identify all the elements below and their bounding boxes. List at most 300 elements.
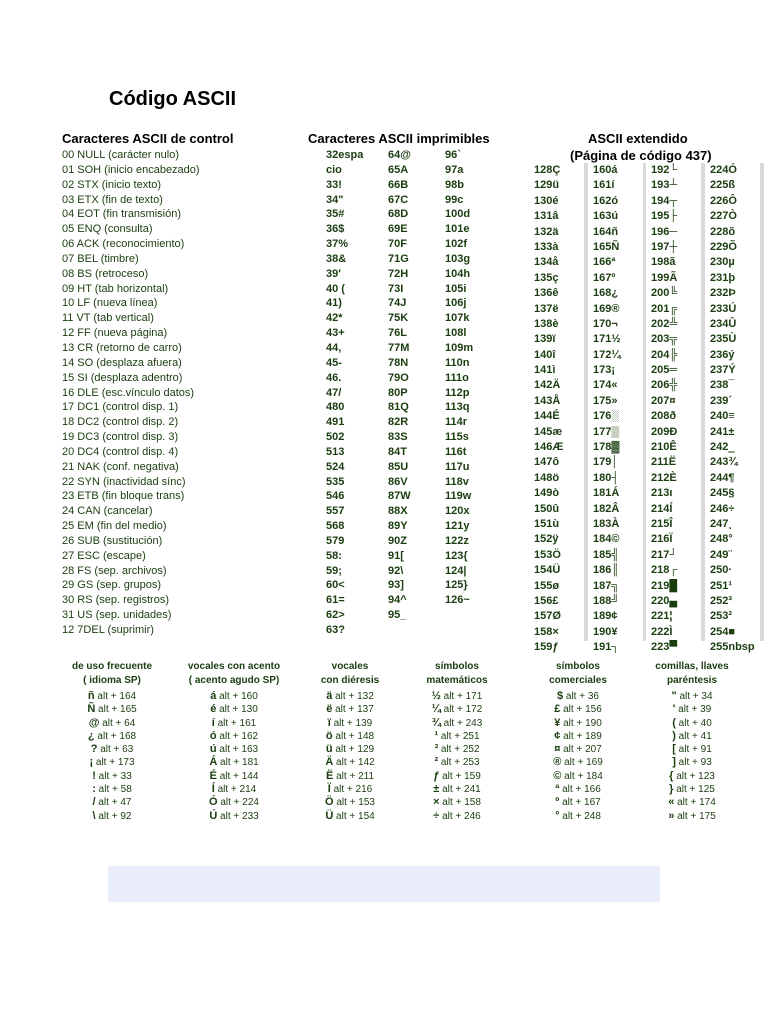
printable-cell: 38& [326,252,347,265]
shortcut-code: alt + 139 [330,717,373,729]
shortcut-row [52,730,172,743]
shortcut-char: Ü [325,809,334,822]
printable-cell: 69E [388,223,408,236]
shortcut-row [52,717,172,730]
shortcut-row [632,770,752,783]
extended-cell: 245§ [710,487,735,500]
extended-cell: 202╩ [651,317,678,330]
extended-cell: 212È [651,471,677,484]
control-row: 21 NAK (conf. negativa) [62,460,179,473]
extended-cell: 206╬ [651,379,678,392]
extended-cell: 216Ï [651,533,673,546]
printable-cell: 85U [388,460,409,473]
shortcut-row [174,743,294,756]
printable-row [312,326,512,341]
shortcut-row [290,690,410,703]
printable-cell: 74J [388,297,407,310]
extended-cell: 223▀ [651,641,678,654]
printable-row [312,564,512,579]
extended-cell: 225ß [710,179,736,192]
printable-row [312,386,512,401]
extended-cell: 214Í [651,502,673,515]
shortcut-char: © [553,769,562,782]
printable-cell: 70F [388,238,407,251]
shortcut-heading-line: comerciales [549,675,607,686]
control-row: 26 SUB (sustitución) [62,534,163,547]
printable-cell: 91[ [388,549,404,562]
extended-cell: 178▓ [593,441,620,454]
shortcut-code: alt + 130 [216,704,258,716]
shortcut-char: ó [209,729,217,742]
printable-row [312,534,512,549]
shortcut-char: É [209,769,217,782]
shortcut-code: alt + 174 [674,797,716,809]
printable-cell: 84T [388,445,407,458]
printable-cell: 121y [445,520,470,533]
printable-cell: 96` [445,149,461,161]
shortcut-char: $ [557,690,564,702]
shortcut-char: × [433,796,440,809]
control-row: 31 US (sep. unidades) [62,609,172,622]
shortcut-code: alt + 216 [330,784,373,796]
control-row: 19 DC3 (control disp. 3) [62,431,179,444]
printable-row [312,623,512,638]
printable-cell: 76L [388,327,407,340]
extended-cell: 179│ [593,456,619,469]
printable-row [312,296,512,311]
shortcut-code: alt + 166 [559,784,601,796]
printable-cell: 116t [445,445,467,458]
shortcut-list [174,690,294,823]
extended-cell: 255nbsp [710,641,755,654]
shortcut-code: alt + 233 [217,810,259,822]
shortcut-code: alt + 93 [675,757,712,769]
shortcut-char: Ñ [87,703,96,716]
extended-cell: 166ª [593,256,616,269]
printable-row [312,430,512,445]
printable-cell: 112p [445,386,470,399]
extended-cell: 222Ì [651,625,673,638]
printable-cell: 72H [388,267,409,280]
control-row: 12 7DEL (suprimir) [62,624,154,636]
shortcut-code: alt + 137 [332,704,374,716]
printable-cell: 118v [445,475,469,488]
shortcut-char: ü [325,743,333,756]
extended-cell: 224Ó [710,164,737,176]
shortcut-row [632,796,752,809]
shortcut-code: alt + 154 [333,810,375,822]
printable-cell: 59; [326,564,342,577]
shortcut-code: alt + 167 [559,797,601,809]
shortcut-char: Ö [325,796,334,809]
shortcut-row [174,770,294,783]
shortcut-char: ÷ [433,809,440,822]
printable-cell: 45- [326,356,342,369]
printable-cell: 46. [326,371,342,384]
shortcut-code: alt + 163 [216,744,259,756]
extended-cell: 247¸ [710,517,733,530]
extended-cell: 180┤ [593,471,620,484]
extended-cell: 201╔ [651,302,678,315]
shortcut-char: @ [88,716,100,729]
printable-cell: 65A [388,163,409,176]
shortcut-code: alt + 64 [99,717,136,729]
shortcut-code: alt + 243 [440,717,483,729]
extended-cell: 220▄ [651,594,678,607]
printable-cell: 100d [445,208,471,221]
shortcut-code: alt + 63 [97,744,134,756]
extended-cell: 150û [534,502,560,515]
shortcut-list [52,690,172,823]
printable-cell: 513 [326,445,345,458]
extended-column-3 [651,163,701,654]
extended-cell: 156£ [534,594,559,607]
shortcut-char: ! [92,769,96,782]
shortcut-code: alt + 39 [675,704,712,716]
printable-cell: 47/ [326,386,342,399]
printable-cell: 535 [326,475,345,488]
extended-cell: 232Þ [710,287,736,300]
shortcut-code: alt + 159 [439,770,481,782]
shortcut-code: alt + 172 [440,704,483,716]
extended-cell: 254■ [710,625,735,638]
extended-cell: 189¢ [593,610,618,623]
printable-cell: 97a [445,163,464,176]
extended-cell: 185╣ [593,548,620,561]
extended-cell: 184© [593,533,620,546]
shortcut-char: ï [327,716,331,729]
printable-cell: 88X [388,505,408,518]
shortcut-char: : [92,783,96,796]
shortcut-code: alt + 251 [438,730,480,742]
shortcut-row [632,756,752,769]
shortcut-code: alt + 184 [561,770,603,782]
printable-cell: 115s [445,431,469,444]
printable-cell: 60< [326,579,345,592]
shortcut-char: ª [555,783,560,796]
shortcut-row [52,743,172,756]
printable-cell: 502 [326,431,345,444]
control-row: 27 ESC (escape) [62,549,146,562]
shortcut-row [174,703,294,716]
shortcut-code: alt + 156 [560,704,602,716]
shortcut-row [632,717,752,730]
shortcut-code: alt + 129 [332,744,375,756]
shortcut-heading-line: ( acento agudo SP) [188,675,280,686]
printable-row [312,504,512,519]
extended-cell: 213ı [651,487,673,500]
control-row: 13 CR (retorno de carro) [62,341,182,354]
printable-cell: 105i [445,282,467,295]
printable-cell: 71G [388,252,409,265]
extended-subheading: (Página de código 437) [570,148,712,163]
extended-cell: 200╚ [651,287,678,300]
printable-row [312,475,512,490]
extended-cell: 227Ò [710,210,737,223]
control-row: 29 GS (sep. grupos) [62,579,162,592]
extended-cell: 238¯ [710,379,735,392]
control-row: 04 EOT (fin transmisión) [62,208,182,221]
extended-cell: 132ä [534,225,559,238]
extended-cell: 191┐ [593,641,620,654]
shortcut-char: ä [326,690,333,702]
shortcut-list [290,690,410,823]
shortcut-row [518,690,638,703]
printable-cell: 99c [445,193,464,206]
shortcut-code: alt + 252 [438,744,480,756]
printable-cell: 63? [326,624,345,636]
printable-row [312,311,512,326]
extended-cell: 157Ø [534,610,561,623]
shortcut-row [52,783,172,796]
shortcut-row [632,743,752,756]
shortcut-code: alt + 207 [560,744,602,756]
printable-row [312,578,512,593]
printable-row [312,415,512,430]
shortcut-char: ] [672,756,676,769]
extended-cell: 186║ [593,564,620,577]
shortcut-row [52,770,172,783]
shortcut-row [518,796,638,809]
shortcut-char: ¹ [434,729,439,742]
shortcut-char: \ [92,809,96,822]
control-row: 24 CAN (cancelar) [62,505,153,518]
shortcut-row [397,783,517,796]
extended-cell: 196─ [651,225,678,238]
extended-cell: 177▒ [593,425,620,438]
shortcut-code: alt + 33 [95,770,132,782]
shortcut-row [290,810,410,823]
page-title: Código ASCII [109,88,237,110]
extended-cell: 168¿ [593,287,619,300]
printable-cell: 37% [326,238,349,251]
printable-cell: 58: [326,549,342,562]
shortcut-code: alt + 34 [676,691,713,702]
shortcut-char: Í [211,783,215,796]
extended-column-4 [710,163,760,654]
printable-cell: 98b [445,178,464,191]
control-row: 00 NULL (carácter nulo) [62,149,179,161]
shortcut-char: Ï [327,783,331,796]
extended-column-1 [534,163,584,654]
shortcut-char: ' [672,703,676,716]
extended-cell: 141ì [534,364,556,377]
extended-cell: 143Å [534,394,561,407]
printable-row [312,460,512,475]
shortcut-row [397,717,517,730]
extended-cell: 234Û [710,317,737,330]
shortcut-code: alt + 211 [333,770,375,782]
printable-row [312,608,512,623]
shortcut-code: alt + 171 [440,691,483,702]
printable-cell: 42* [326,312,343,325]
shortcut-group-heading [622,660,762,688]
extended-cell: 152ÿ [534,533,559,546]
extended-cell: 203╦ [651,333,678,346]
extended-cell: 197┼ [651,240,678,253]
shortcut-row [290,743,410,756]
control-row: 03 ETX (fin de texto) [62,193,163,206]
shortcut-code: alt + 144 [216,770,259,782]
extended-cell: 207¤ [651,394,676,407]
shortcut-row [518,810,638,823]
shortcut-char: ³ [434,743,439,756]
control-row: 14 SO (desplaza afuera) [62,356,182,369]
shortcut-heading-line: símbolos [435,661,479,672]
printable-row [312,163,512,178]
shortcut-code: alt + 123 [673,770,715,782]
shortcut-char: ƒ [433,769,440,782]
printable-cell: 94^ [388,594,407,607]
shortcut-list [397,690,517,823]
shortcut-row [397,796,517,809]
shortcut-code: alt + 41 [675,730,712,742]
shortcut-char: ¥ [554,716,561,729]
shortcut-row [52,690,172,703]
printable-cell: 524 [326,460,345,473]
extended-cell: 242‗ [710,441,735,454]
printable-cell: 82R [388,416,409,429]
extended-cell: 148ö [534,471,560,484]
extended-cell: 183À [593,517,620,530]
extended-column-2 [593,163,643,654]
control-row: 15 SI (desplaza adentro) [62,371,183,384]
control-row: 12 FF (nueva página) [62,327,168,340]
shortcut-code: alt + 58 [95,784,132,796]
control-row: 22 SYN (inactividad sínc) [62,475,186,488]
extended-cell: 140î [534,348,556,361]
extended-cell: 204╠ [651,348,678,361]
shortcut-code: alt + 175 [674,810,716,822]
shortcut-code: alt + 92 [95,810,132,822]
printable-cell: 87W [388,490,411,503]
control-row: 18 DC2 (control disp. 2) [62,416,179,429]
extended-cell: 236ý [710,348,735,361]
control-row: 17 DC1 (control disp. 1) [62,401,179,414]
control-row: 07 BEL (timbre) [62,252,139,265]
extended-cell: 252³ [710,594,733,607]
extended-cell: 181Á [593,487,620,500]
printable-row [312,489,512,504]
printable-row [312,222,512,237]
shortcut-row [632,690,752,703]
extended-cell: 129ü [534,179,560,192]
extended-cell: 233Ú [710,302,737,315]
shortcut-code: alt + 246 [439,810,481,822]
printable-cell: 32espa [326,149,364,161]
shortcut-char: « [668,796,675,809]
printable-row [312,549,512,564]
shortcut-code: alt + 253 [438,757,480,769]
shortcut-row [52,796,172,809]
shortcut-row [174,783,294,796]
extended-cell: 137ë [534,302,559,315]
shortcut-char: ( [672,716,676,729]
extended-cell: 241± [710,425,735,438]
shortcut-code: alt + 248 [559,810,601,822]
extended-cell: 211Ë [651,456,677,469]
shortcut-code: alt + 142 [333,757,375,769]
extended-cell: 153Ö [534,548,561,561]
extended-cell: 250· [710,564,733,577]
printable-cell: 106j [445,297,467,310]
shortcut-row [290,756,410,769]
shortcut-code: alt + 125 [673,784,715,796]
printable-cell: 68D [388,208,409,221]
shortcut-char: " [671,690,677,702]
printable-heading: Caracteres ASCII imprimibles [308,131,490,146]
shortcut-code: alt + 40 [675,717,712,729]
extended-cell: 173¡ [593,364,616,377]
printable-cell: 73I [388,282,404,295]
shortcut-char: é [210,703,217,716]
printable-cell: 35# [326,208,345,221]
control-row: 11 VT (tab vertical) [62,312,154,325]
printable-cell: 77M [388,341,410,354]
printable-cell: 114r [445,416,468,429]
shortcut-code: alt + 91 [675,744,712,756]
printable-row [312,178,512,193]
extended-cell: 176░ [593,410,620,423]
printable-cell: 78N [388,356,409,369]
shortcut-heading-line: paréntesis [666,675,718,686]
shortcut-code: alt + 153 [333,797,375,809]
extended-cell: 149ò [534,487,560,500]
empty-banner [108,866,660,902]
extended-cell: 237Ý [710,364,736,377]
extended-cell: 187╗ [593,579,620,592]
printable-cell: 44, [326,341,342,354]
shortcut-char: ¾ [431,716,441,729]
shortcut-code: alt + 47 [95,797,132,809]
shortcut-code: alt + 148 [332,730,375,742]
printable-row [312,267,512,282]
printable-row [312,282,512,297]
shortcut-row [397,690,517,703]
shortcut-char: ö [325,729,333,742]
printable-cell: 108l [445,327,467,340]
extended-cell: 162ó [593,194,619,207]
shortcut-row [290,796,410,809]
printable-cell: 36$ [326,223,345,236]
shortcut-char: Ä [325,756,334,769]
extended-cell: 128Ç [534,164,561,176]
shortcut-heading-line: comillas, llaves [655,661,729,672]
extended-cell: 198ã [651,256,676,269]
extended-cell: 144É [534,410,560,423]
printable-cell: 491 [326,416,345,429]
printable-cell: 81Q [388,401,409,414]
extended-cell: 192└ [651,164,678,176]
extended-cell: 175» [593,394,618,407]
extended-cell: 160á [593,164,618,176]
shortcut-row [290,730,410,743]
extended-cell: 219█ [651,579,678,592]
extended-cell: 218┌ [651,564,678,577]
printable-cell: 122z [445,534,469,547]
extended-cell: 172¼ [593,348,621,361]
shortcut-row [174,717,294,730]
shortcut-char: Á [209,756,218,769]
printable-row [312,252,512,267]
printable-row [312,341,512,356]
extended-cell: 230µ [710,256,735,269]
extended-cell: 215Î [651,517,673,530]
shortcut-code: alt + 190 [560,717,602,729]
shortcut-heading-line: vocales con acento [187,661,281,672]
shortcut-code: alt + 165 [95,704,137,716]
extended-cell: 217┘ [651,548,678,561]
